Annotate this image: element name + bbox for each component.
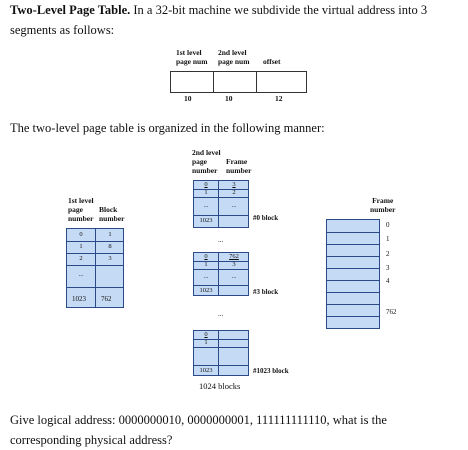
frame-num-3: 3 — [386, 264, 390, 272]
frame-num-0: 0 — [386, 221, 390, 229]
bits-first: 10 — [184, 94, 192, 103]
block-0-table: 0 3 1 2 ... ... 1023 — [193, 180, 249, 228]
frame-num-762: 762 — [386, 308, 397, 316]
block-1023-table: 0 1 1023 — [193, 330, 249, 376]
first-table-header-block: Block number — [99, 205, 125, 223]
frame-num-1: 1 — [386, 235, 390, 243]
section-heading: Two-Level Page Table. — [10, 3, 131, 17]
organized-text: The two-level page table is organized in the following manner: — [10, 121, 325, 135]
block-3-table: 0 762 1 3 ... ... 1023 — [193, 252, 249, 296]
block-0-label: #0 block — [253, 214, 279, 222]
intro-paragraph — [10, 0, 460, 40]
question-text: Give logical address: 0000000010, 0000000001, 111111111110, what is the corresponding physical address? — [10, 413, 387, 447]
second-table-header: 2nd level page number — [192, 148, 221, 175]
physical-frames-table — [326, 219, 380, 329]
intro-text: In a 32-bit machine we subdivide the virtual address into 3 segments as follows: — [10, 3, 428, 37]
dots-1: ... — [218, 236, 224, 244]
bits-offset: 12 — [275, 94, 283, 103]
first-table-last-index: 1023 — [72, 295, 86, 303]
block-1023-label: #1023 block — [253, 367, 289, 375]
first-table-last-block: 762 — [101, 295, 112, 303]
frame-num-2: 2 — [386, 250, 390, 258]
addr-label-3: offset — [263, 57, 281, 66]
first-table-header: 1st level page number — [68, 196, 94, 223]
first-level-table: 0 1 1 8 2 3 ... — [66, 228, 124, 308]
frame-num-4: 4 — [386, 277, 390, 285]
dots-2: ... — [218, 310, 224, 318]
block-count-label: 1024 blocks — [199, 381, 241, 391]
second-table-header-frame: Frame number — [226, 157, 252, 175]
addr-label-1: 1st level page num — [176, 48, 208, 66]
address-format-box — [170, 71, 307, 93]
bits-second: 10 — [225, 94, 233, 103]
block-3-label: #3 block — [253, 288, 279, 296]
addr-label-2: 2nd level page num — [218, 48, 250, 66]
frames-header: Frame number — [370, 196, 396, 214]
